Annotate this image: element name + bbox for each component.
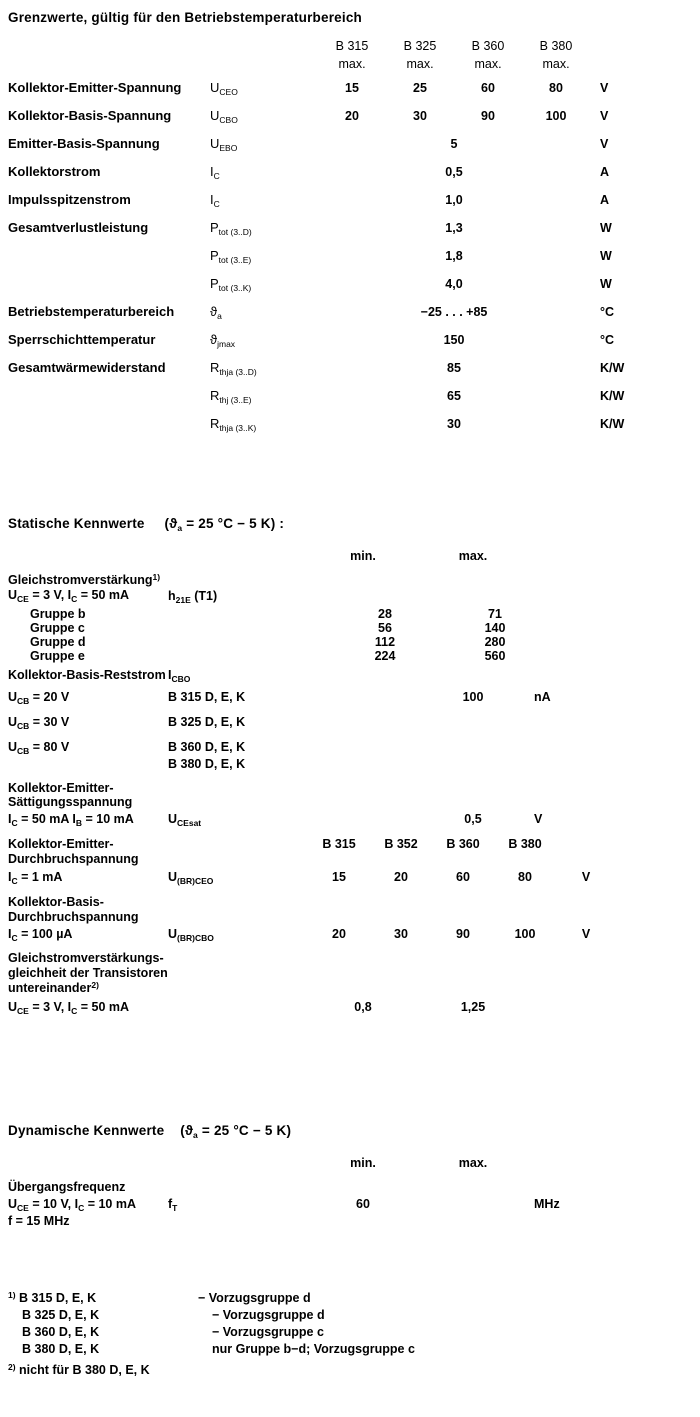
footnote-row [8, 1341, 692, 1358]
row-value: −25 . . . +85 [420, 305, 488, 319]
table-row [8, 164, 692, 183]
cond-u: U [8, 739, 18, 754]
value-b315: 20 [345, 109, 359, 123]
sat-value-row [8, 812, 692, 827]
row-value: 30 [447, 417, 461, 431]
cond-u-sub: CB [17, 696, 30, 707]
group-min: 224 [374, 648, 396, 663]
icbo-label: Kollektor-Basis-Reststrom [8, 667, 166, 682]
limits-title: Grenzwerte, gültig für den Betriebstemperaturbereich [8, 10, 362, 25]
footnote-mark-1: 1) [8, 1290, 16, 1300]
match-max: 1,25 [460, 999, 486, 1014]
static-cond-rest: = 25 °C − 5 K) : [182, 516, 285, 531]
row-unit: A [600, 193, 610, 207]
icbo-cond-row [8, 757, 692, 771]
row-value: 150 [443, 333, 465, 347]
row-unit: K/W [600, 361, 625, 375]
max-header-4: max. [542, 57, 570, 71]
symbol-sub: tot (3..K) [218, 283, 252, 293]
ft-label-row [8, 1180, 692, 1195]
group-label: Gruppe e [30, 648, 85, 663]
bd-ceo-symbol-base: U [168, 870, 178, 885]
row-label: Kollektorstrom [8, 164, 101, 179]
bd-cbo-label-line2: Durchbruchspannung [8, 909, 139, 924]
row-label: Gesamtwärmewiderstand [8, 360, 166, 375]
row-unit: A [600, 165, 610, 179]
gain-symbol [168, 589, 308, 603]
row-unit: °C [600, 333, 615, 347]
match-label-line3: untereinander [8, 980, 92, 995]
match-label-line1: Gleichstromverstärkungs- [8, 951, 164, 966]
bd-ceo-label-line2: Durchbruchspannung [8, 851, 139, 866]
match-cond-u-sub: CE [17, 1005, 29, 1016]
ft-cond2: f = 15 MHz [8, 1213, 70, 1228]
bd-cbo-label-line1: Kollektor-Basis- [8, 895, 104, 909]
row-label: Betriebstemperaturbereich [8, 304, 175, 319]
type-header-1: B 315 [335, 39, 369, 53]
static-title [8, 516, 692, 531]
gain-group-row [8, 607, 692, 621]
symbol-sub: thja (3..K) [219, 423, 257, 433]
symbol-sub: jmax [217, 339, 236, 349]
row-label: Sperrschichttemperatur [8, 332, 156, 347]
sat-label [8, 781, 168, 811]
symbol-sub: CBO [219, 115, 238, 125]
row-symbol [210, 220, 318, 235]
symbol-base: R [210, 416, 220, 431]
sat-cond-mid: = 50 mA I [17, 812, 76, 826]
row-unit: K/W [600, 417, 625, 431]
row-value: 1,8 [445, 249, 463, 263]
value-b380: 80 [549, 81, 563, 95]
icbo-types-3: B 380 D, E, K [168, 756, 246, 771]
bd-cbo-unit: V [581, 926, 591, 941]
row-value: 85 [447, 361, 461, 375]
row-symbol [210, 388, 318, 403]
bd-cond-i: I [8, 926, 12, 941]
bd-ceo-v3: 60 [456, 870, 470, 885]
ft-symbol-base: f [168, 1196, 173, 1211]
row-symbol [210, 416, 318, 431]
gain-symbol-rest: (T1) [190, 588, 218, 603]
bd-ceo-cond [8, 870, 168, 885]
row-label: Kollektor-Basis-Spannung [8, 108, 172, 123]
gain-symbol-sub: 21E [175, 594, 191, 605]
sat-symbol-sub: CEsat [177, 818, 202, 828]
gain-group-row [8, 649, 692, 663]
gain-label [8, 573, 168, 603]
bd-ceo-unit: V [581, 870, 591, 885]
footnote-type-text: B 380 D, E, K [22, 1341, 100, 1356]
table-row [8, 360, 692, 379]
symbol-base: ϑ [210, 332, 218, 347]
ft-cond-u-sub: CE [17, 1202, 29, 1213]
table-row [8, 220, 692, 239]
match-cond-mid: = 3 V, I [28, 999, 72, 1014]
group-label: Gruppe b [30, 606, 86, 621]
row-label: Emitter-Basis-Spannung [8, 136, 160, 151]
value-b360: 60 [481, 81, 495, 95]
bd-type-header-2: B 352 [384, 836, 418, 851]
max-header-3: max. [474, 57, 502, 71]
type-header-2: B 325 [403, 39, 437, 53]
breakdown-cbo-row [8, 927, 692, 942]
bd-cbo-symbol-base: U [168, 926, 178, 941]
row-unit: W [600, 249, 612, 263]
cond-u: U [8, 690, 18, 705]
bd-ceo-v4: 80 [518, 870, 532, 885]
group-label: Gruppe c [30, 620, 85, 635]
bd-ceo-symbol [168, 870, 308, 887]
value-b315: 15 [345, 81, 359, 95]
row-unit: K/W [600, 389, 625, 403]
bd-ceo-v2: 20 [394, 870, 408, 885]
bd-cbo-symbol [168, 927, 308, 941]
ft-unit: MHz [534, 1196, 560, 1211]
dynamic-cond-rest: = 25 °C − 5 K) [197, 1123, 292, 1138]
row-unit: V [600, 81, 609, 95]
bd-cbo-v2: 30 [394, 926, 408, 941]
row-value: 1,0 [445, 193, 463, 207]
icbo-types-1: B 325 D, E, K [168, 715, 246, 729]
footnote-1-type [8, 1290, 198, 1307]
ft-cond [8, 1197, 168, 1212]
row-symbol [210, 164, 318, 179]
bd-cond-i-sub: C [11, 932, 18, 943]
symbol-base: I [210, 164, 214, 179]
bd-cbo-cond [8, 927, 168, 942]
bd-ceo-symbol-sub: (BR)CEO [177, 876, 214, 887]
bd-cbo-v1: 20 [332, 926, 346, 941]
bd-cond-i: I [8, 870, 12, 885]
ft-symbol-sub: T [172, 1202, 178, 1213]
row-unit: V [600, 109, 609, 123]
limits-section [8, 10, 692, 435]
icbo-symbol-sub: CBO [171, 673, 191, 684]
gain-footnote-mark: 1) [152, 572, 161, 582]
match-min: 0,8 [354, 999, 372, 1014]
row-symbol [210, 192, 318, 207]
row-unit: W [600, 221, 612, 235]
row-symbol [210, 80, 318, 95]
bd-cond-val: = 100 µA [17, 926, 73, 941]
icbo-unit: nA [534, 690, 551, 705]
row-value: 0,5 [445, 165, 463, 179]
table-row [8, 276, 692, 295]
bd-ceo-v1: 15 [332, 870, 346, 885]
row-value: 65 [447, 389, 461, 403]
gain-cond-mid: = 3 V, I [28, 587, 72, 602]
row-unit: °C [600, 305, 615, 319]
group-min: 112 [374, 634, 396, 649]
dyn-min-header: min. [350, 1156, 376, 1170]
dyn-max-header: max. [458, 1156, 488, 1170]
type-header-4: B 380 [539, 39, 573, 53]
gain-cond-u: U [8, 587, 18, 602]
symbol-base: U [210, 80, 220, 95]
symbol-sub: C [213, 171, 220, 181]
row-symbol [210, 136, 318, 151]
match-cond-end: = 50 mA [77, 999, 130, 1014]
sat-label-line1: Kollektor-Emitter- [8, 780, 114, 795]
symbol-sub: CEO [219, 87, 238, 97]
breakdown-cbo-label-row [8, 895, 692, 925]
group-max: 280 [484, 634, 506, 649]
max-header: max. [458, 549, 488, 563]
symbol-base: P [210, 276, 219, 291]
gain-symbol-base: h [168, 588, 176, 603]
footnote-text: − Vorzugsgruppe d [212, 1307, 325, 1322]
table-row [8, 248, 692, 267]
symbol-base: P [210, 220, 219, 235]
max-header-2: max. [406, 57, 434, 71]
type-header-3: B 360 [471, 39, 505, 53]
symbol-base: U [210, 108, 220, 123]
match-footnote-mark: 2) [91, 979, 99, 990]
breakdown-ceo-row [8, 870, 692, 885]
footnote-row [8, 1362, 692, 1379]
row-label: Kollektor-Emitter-Spannung [8, 80, 182, 95]
icbo-types-0: B 315 D, E, K [168, 690, 246, 705]
value-b360: 90 [481, 109, 495, 123]
sat-label-line2: Sättigungsspannung [8, 795, 133, 810]
row-unit: W [600, 277, 612, 291]
value-b325: 25 [413, 81, 427, 95]
match-label [8, 951, 308, 995]
table-row [8, 416, 692, 435]
ft-cond2-row [8, 1214, 692, 1229]
match-label-line2: gleichheit der Transistoren [8, 966, 168, 980]
table-row [8, 136, 692, 155]
sat-cond-end: = 10 mA [82, 812, 134, 826]
cond-u-sub: CB [17, 721, 30, 731]
symbol-sub: C [213, 199, 220, 209]
group-max: 71 [488, 606, 502, 621]
sat-label-row [8, 781, 692, 811]
symbol-sub: EBO [219, 143, 238, 153]
footnote-2-text: nicht für B 380 D, E, K [19, 1362, 150, 1377]
symbol-base: R [210, 388, 220, 403]
static-minmax-header [8, 549, 692, 563]
table-row [8, 304, 692, 323]
ft-cond-mid: = 10 V, I [28, 1196, 79, 1211]
row-value: 5 [450, 137, 458, 151]
symbol-base: U [210, 136, 220, 151]
dynamic-title [8, 1123, 692, 1138]
footnote-text: − Vorzugsgruppe d [198, 1291, 311, 1305]
footnote-text: nur Gruppe b−d; Vorzugsgruppe c [212, 1341, 415, 1356]
ft-value-row [8, 1197, 692, 1212]
icbo-types-2: B 360 D, E, K [168, 739, 246, 754]
limits-type-header-row [8, 39, 692, 53]
static-section [8, 516, 692, 1014]
sat-cond [8, 812, 168, 827]
footnote-type-text: B 325 D, E, K [22, 1307, 100, 1322]
icbo-symbol [168, 668, 308, 682]
footnote-row [8, 1290, 692, 1307]
symbol-base: R [210, 360, 220, 375]
footnotes-section [8, 1290, 692, 1378]
footnote-text: − Vorzugsgruppe c [212, 1324, 324, 1339]
dynamic-title-text: Dynamische Kennwerte [8, 1123, 165, 1138]
dynamic-section [8, 1123, 692, 1228]
group-label: Gruppe d [30, 634, 86, 649]
cond-u-sub: CB [17, 745, 30, 756]
bd-type-header-4: B 380 [508, 836, 542, 851]
group-min: 28 [378, 606, 392, 621]
row-value: 4,0 [445, 277, 463, 291]
ft-cond-end: = 10 mA [84, 1196, 136, 1211]
sat-cond-i-sub: C [11, 818, 18, 828]
symbol-sub: a [217, 311, 222, 321]
icbo-cond-2 [8, 740, 168, 755]
icbo-cond-row [8, 690, 692, 705]
icbo-cond-row [8, 715, 692, 730]
row-symbol [210, 276, 318, 291]
table-row [8, 108, 692, 127]
ft-label: Übergangsfrequenz [8, 1180, 126, 1194]
icbo-symbol-base: I [168, 667, 172, 682]
table-row [8, 332, 692, 351]
icbo-cond-row [8, 740, 692, 755]
icbo-row [8, 668, 692, 683]
bd-ceo-label [8, 837, 168, 867]
breakdown-ceo-label-row [8, 837, 692, 867]
dynamic-cond-sub: a [193, 1130, 198, 1140]
table-row [8, 80, 692, 99]
ft-min: 60 [356, 1196, 370, 1211]
footnote-row [8, 1324, 692, 1341]
gain-label-text: Gleichstromverstärkung [8, 573, 153, 587]
symbol-sub: thja (3..D) [219, 367, 257, 377]
row-symbol [210, 360, 318, 375]
match-cond-i-sub: C [71, 1005, 78, 1016]
sat-unit: V [534, 812, 543, 826]
static-cond-open: (ϑ [164, 516, 178, 531]
symbol-sub: tot (3..E) [218, 255, 252, 265]
gain-cond-end: = 50 mA [77, 587, 130, 602]
symbol-sub: tot (3..D) [218, 227, 252, 237]
gain-group-row [8, 635, 692, 649]
gain-group-row [8, 621, 692, 635]
bd-type-header-3: B 360 [446, 836, 480, 851]
ft-cond-u: U [8, 1196, 18, 1211]
match-label-row [8, 951, 692, 995]
icbo-cond-0 [8, 690, 168, 705]
icbo-cond-1 [8, 715, 168, 730]
row-label: Gesamtverlustleistung [8, 220, 149, 235]
gain-row [8, 573, 692, 603]
row-symbol [210, 108, 318, 123]
cond-u: U [8, 715, 18, 729]
bd-cond-val: = 1 mA [17, 870, 63, 885]
match-cond-u: U [8, 999, 18, 1014]
gain-cond-i-sub: C [71, 593, 78, 604]
icbo-max: 100 [462, 690, 484, 705]
row-symbol [210, 304, 318, 319]
dynamic-minmax-header [8, 1156, 692, 1170]
bd-type-header-1: B 315 [322, 836, 356, 851]
sat-cond-i: I [8, 812, 12, 826]
static-cond-sub: a [177, 523, 183, 533]
footnote-mark-2: 2) [8, 1361, 16, 1372]
bd-ceo-label-line1: Kollektor-Emitter- [8, 836, 114, 851]
row-symbol [210, 248, 318, 263]
row-value: 1,3 [445, 221, 463, 235]
symbol-sub: thj (3..E) [219, 395, 252, 405]
limits-max-header-row [8, 57, 692, 71]
sat-symbol [168, 812, 308, 826]
bd-cond-i-sub: C [11, 876, 18, 887]
bd-cbo-symbol-sub: (BR)CBO [177, 932, 214, 943]
match-value-row [8, 1000, 692, 1015]
sat-max: 0,5 [464, 812, 482, 826]
cond-val: = 80 V [29, 739, 70, 754]
min-header: min. [350, 549, 376, 563]
gain-cond-u-sub: CE [17, 593, 29, 604]
table-row [8, 192, 692, 211]
match-cond [8, 1000, 308, 1015]
max-header-1: max. [338, 57, 366, 71]
symbol-base: I [210, 192, 214, 207]
sat-cond-b-sub: B [75, 818, 83, 828]
value-b325: 30 [413, 109, 427, 123]
bd-cbo-label [8, 895, 168, 925]
bd-cbo-v3: 90 [456, 926, 470, 941]
bd-cbo-v4: 100 [514, 926, 536, 941]
row-symbol [210, 332, 318, 347]
row-label: Impulsspitzenstrom [8, 192, 131, 207]
sat-symbol-base: U [168, 812, 178, 826]
ft-cond-i-sub: C [78, 1202, 85, 1213]
cond-val: = 20 V [29, 690, 70, 705]
cond-val: = 30 V [29, 715, 70, 729]
symbol-base: ϑ [210, 304, 218, 319]
dynamic-cond-open: (ϑ [180, 1123, 194, 1138]
footnote-type-text: B 360 D, E, K [22, 1324, 100, 1339]
row-unit: V [600, 137, 609, 151]
footnote-2 [8, 1362, 198, 1379]
table-row [8, 388, 692, 407]
static-title-text: Statische Kennwerte [8, 516, 145, 531]
footnote-row [8, 1307, 692, 1324]
footnote-type-text: B 315 D, E, K [19, 1291, 97, 1305]
ft-symbol [168, 1197, 308, 1211]
symbol-base: P [210, 248, 219, 263]
group-min: 56 [378, 620, 392, 635]
group-max: 140 [484, 620, 506, 635]
value-b380: 100 [545, 109, 567, 123]
group-max: 560 [484, 648, 506, 663]
